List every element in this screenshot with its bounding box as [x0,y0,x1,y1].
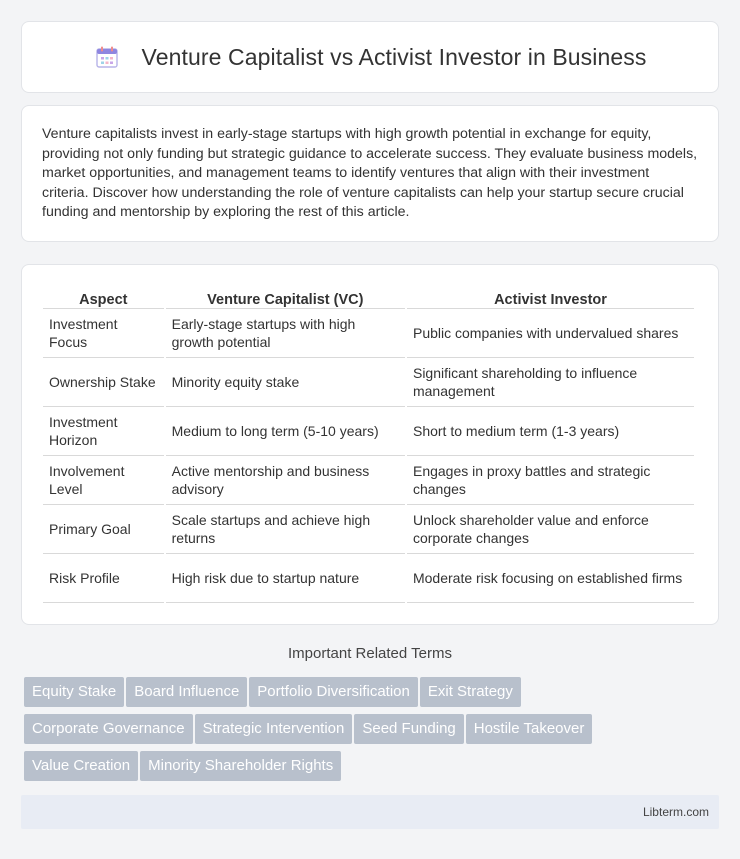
intro-paragraph: Venture capitalists invest in early-stage startups with high growth potential in exchange for equity, providing not only funding but strategic guidance to accelerate success. They evaluate business models, market opportunities, and management teams to identify ventures that align with their investment criteria. Discover how understanding the role of venture capitalists can help your startup secure crucial funding and mentorship by exploring the rest of this article. [42,126,698,221]
footer-site-link[interactable]: Libterm.com [642,805,709,819]
row-vc: Medium to long term (5-10 years) [166,407,405,456]
row-vc: Active mentorship and business advisory [166,456,405,505]
intro-card [21,105,719,242]
row-vc: Minority equity stake [166,358,405,407]
tag-seed-funding[interactable]: Seed Funding [354,714,463,744]
table-row [43,505,694,554]
tag-portfolio-diversification[interactable]: Portfolio Diversification [249,677,418,707]
tag-value-creation[interactable]: Value Creation [24,751,138,781]
tag-board-influence[interactable]: Board Influence [126,677,247,707]
comparison-card [21,264,719,625]
header-vc: Venture Capitalist (VC) [166,285,405,309]
tag-hostile-takeover[interactable]: Hostile Takeover [466,714,593,744]
row-activist: Public companies with undervalued shares [407,309,694,358]
row-vc: Early-stage startups with high growth potential [166,309,405,358]
row-aspect: Investment Focus [43,309,164,358]
comparison-table [41,285,696,603]
related-terms-list [24,677,724,788]
row-vc: Scale startups and achieve high returns [166,505,405,554]
row-aspect: Ownership Stake [43,358,164,407]
row-aspect: Primary Goal [43,505,164,554]
table-row [43,554,694,603]
table-row [43,407,694,456]
row-activist: Short to medium term (1-3 years) [407,407,694,456]
table-header-row [43,285,694,309]
related-terms-title: Important Related Terms [288,645,452,662]
tag-corporate-governance[interactable]: Corporate Governance [24,714,193,744]
table-row [43,358,694,407]
header-aspect: Aspect [43,285,164,309]
row-activist: Engages in proxy battles and strategic changes [407,456,694,505]
footer [21,795,719,829]
tag-minority-shareholder-rights[interactable]: Minority Shareholder Rights [140,751,341,781]
calendar-icon [94,44,120,70]
table-row [43,309,694,358]
title-card [21,21,719,93]
row-aspect: Involvement Level [43,456,164,505]
row-activist: Moderate risk focusing on established firms [407,554,694,603]
table-row [43,456,694,505]
row-aspect: Investment Horizon [43,407,164,456]
row-activist: Significant shareholding to influence management [407,358,694,407]
page-title: Venture Capitalist vs Activist Investor in Business [141,43,647,70]
tag-strategic-intervention[interactable]: Strategic Intervention [195,714,353,744]
row-aspect: Risk Profile [43,554,164,603]
tag-exit-strategy[interactable]: Exit Strategy [420,677,521,707]
row-vc: High risk due to startup nature [166,554,405,603]
header-activist: Activist Investor [407,285,694,309]
tag-equity-stake[interactable]: Equity Stake [24,677,124,707]
row-activist: Unlock shareholder value and enforce corporate changes [407,505,694,554]
